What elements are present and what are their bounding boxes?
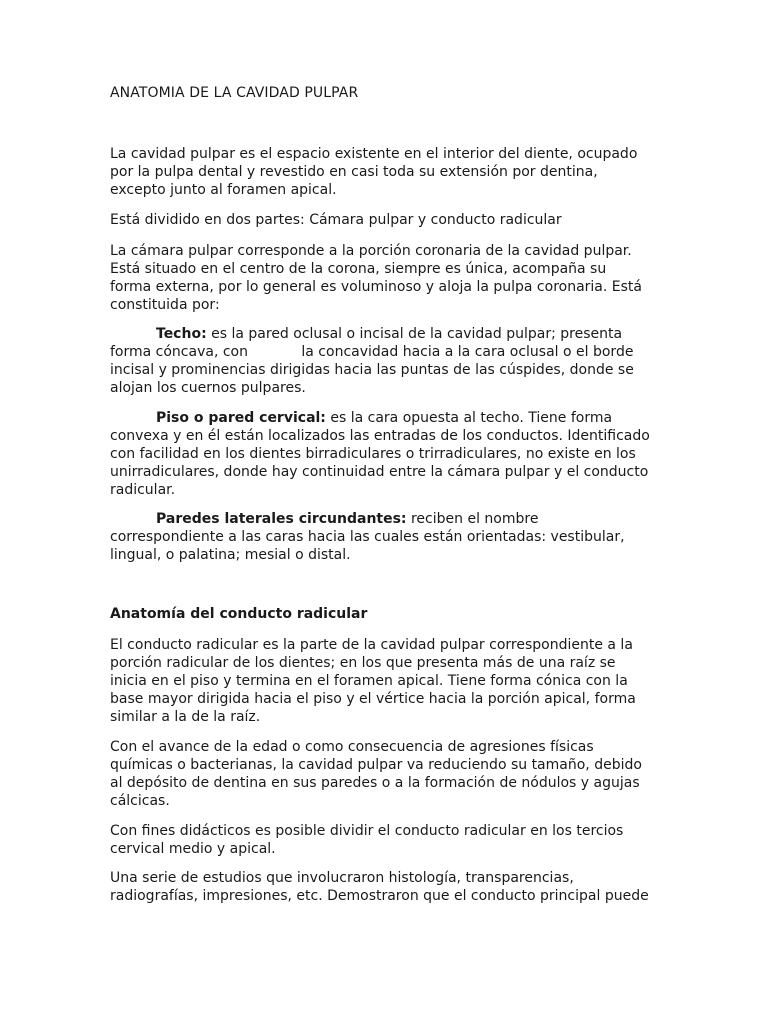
document-page — [110, 0, 670, 1024]
paragraph-line: unirradiculares, donde hay continuidad entre la cámara pulpar y el conducto — [110, 464, 649, 480]
paragraph-line: similar a la de la raíz. — [110, 709, 261, 725]
paredes-term: Paredes laterales circundantes: — [156, 511, 407, 527]
paragraph-line: La cavidad pulpar es el espacio existente en el interior del diente, ocupado — [110, 146, 638, 162]
paragraph-line: al depósito de dentina en sus paredes o a la formación de nódulos y agujas — [110, 775, 640, 791]
document-title: ANATOMIA DE LA CAVIDAD PULPAR — [110, 85, 359, 101]
paragraph-line: con facilidad en los dientes birradiculares o trirradiculares, no existe en los — [110, 446, 636, 462]
paragraph-line: radiografías, impresiones, etc. Demostraron que el conducto principal puede — [110, 888, 649, 904]
techo-text: es la pared oclusal o incisal de la cavidad pulpar; presenta — [206, 326, 623, 342]
paragraph-line: por la pulpa dental y revestido en casi toda su extensión por dentina, — [110, 164, 598, 180]
piso-term: Piso o pared cervical: — [156, 410, 326, 426]
paragraph-line: correspondiente a las caras hacia las cuales están orientadas: vestibular, — [110, 529, 625, 545]
paragraph-line: forma cóncava, con la concavidad hacia a la cara oclusal o el borde — [110, 344, 634, 360]
paragraph-line: alojan los cuernos pulpares. — [110, 380, 306, 396]
paragraph-line: inicia en el piso y termina en el foramen apical. Tiene forma cónica con la — [110, 673, 628, 689]
paragraph-line: La cámara pulpar corresponde a la porción coronaria de la cavidad pulpar. — [110, 243, 632, 259]
paragraph-line: cervical medio y apical. — [110, 841, 276, 857]
paragraph-line: Está dividido en dos partes: Cámara pulpar y conducto radicular — [110, 212, 562, 228]
paredes-text: reciben el nombre — [406, 511, 539, 527]
paragraph-line: convexa y en él están localizados las entradas de los conductos. Identificado — [110, 428, 650, 444]
paragraph-line: químicas o bacterianas, la cavidad pulpar va reduciendo su tamaño, debido — [110, 757, 642, 773]
techo-item — [110, 325, 622, 343]
paragraph-line: excepto junto al foramen apical. — [110, 182, 337, 198]
techo-term: Techo: — [156, 326, 207, 342]
paragraph-line: El conducto radicular es la parte de la cavidad pulpar correspondiente a la — [110, 637, 633, 653]
section-heading: Anatomía del conducto radicular — [110, 606, 368, 622]
paragraph-line: base mayor dirigida hacia el piso y el vértice hacia la porción apical, forma — [110, 691, 636, 707]
paragraph-line: radicular. — [110, 482, 176, 498]
paragraph-line: forma externa, por lo general es voluminoso y aloja la pulpa coronaria. Está — [110, 279, 642, 295]
paragraph-line: Con fines didácticos es posible dividir el conducto radicular en los tercios — [110, 823, 624, 839]
paragraph-line: constituida por: — [110, 297, 220, 313]
paragraph-line: lingual, o palatina; mesial o distal. — [110, 547, 351, 563]
paragraph-line: porción radicular de los dientes; en los que presenta más de una raíz se — [110, 655, 616, 671]
piso-item — [110, 409, 612, 427]
paragraph-line: incisal y prominencias dirigidas hacia las puntas de las cúspides, donde se — [110, 362, 634, 378]
paragraph-line: Está situado en el centro de la corona, siempre es única, acompaña su — [110, 261, 607, 277]
paragraph-line: Con el avance de la edad o como consecuencia de agresiones físicas — [110, 739, 594, 755]
paredes-item — [110, 510, 538, 528]
piso-text: es la cara opuesta al techo. Tiene forma — [325, 410, 613, 426]
paragraph-line: cálcicas. — [110, 793, 170, 809]
paragraph-line: Una serie de estudios que involucraron histología, transparencias, — [110, 870, 574, 886]
